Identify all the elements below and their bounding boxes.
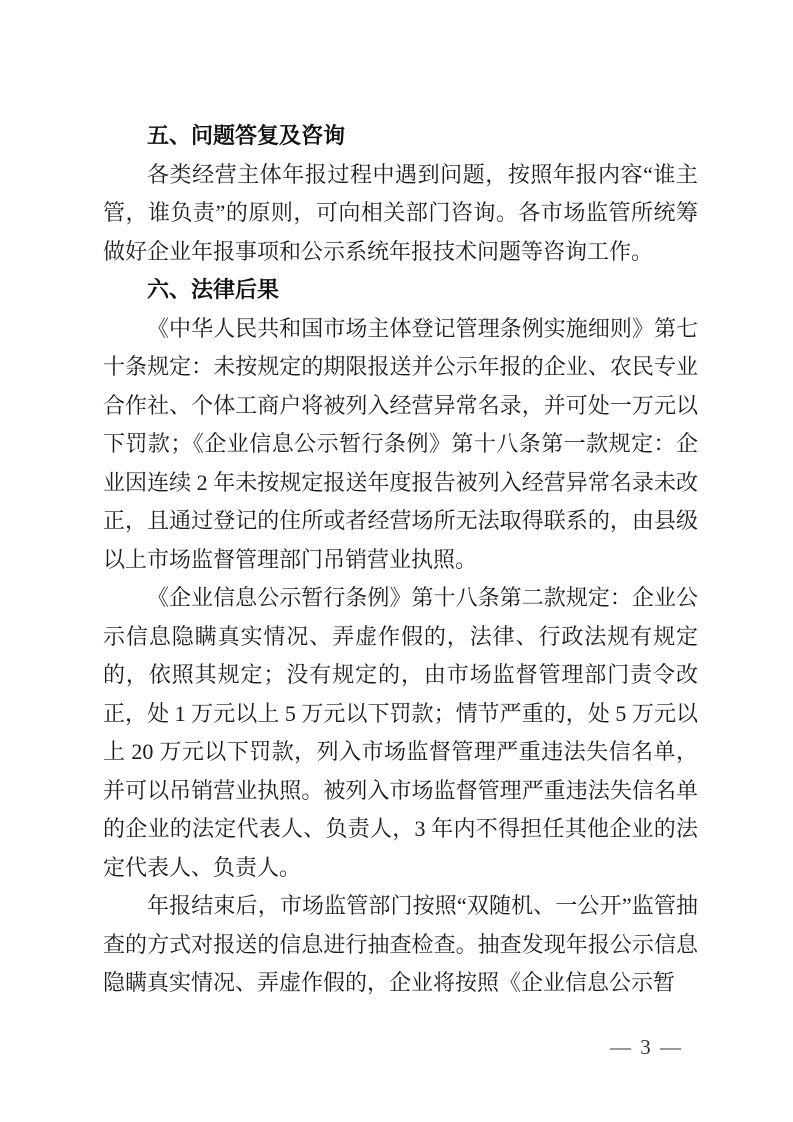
page-number: — 3 — bbox=[610, 1035, 683, 1059]
section-heading-answers-consultation: 五、问题答复及咨询 bbox=[147, 123, 346, 148]
paragraph-regulation-article18: 《企业信息公示暂行条例》第十八条第二款规定：企业公示信息隐瞒真实情况、弄虚作假的，法律、行政法规有规定的，依照其规定；没有规定的，由市场监督管理部门责令改正，处 1 万元以上 5 万元以下罚款；情节严重的，处 5 万元以上 20 万元以下罚款，列入市场监督管理严重违法失信名单，并可以吊销营业执照。被列入市场监督管理严重违法失信名单的企业的法定代表人、负责人，3 年内不得担任其他企业的法定代表人、负责人。 bbox=[103, 585, 698, 880]
paragraph-consultation: 各类经营主体年报过程中遇到问题，按照年报内容“谁主管，谁负责”的原则，可向相关部门咨询。各市场监管所统筹做好企业年报事项和公示系统年报技术问题等咨询工作。 bbox=[103, 161, 698, 264]
section-heading-legal-consequences: 六、法律后果 bbox=[147, 277, 280, 302]
document-body bbox=[103, 117, 698, 1003]
paragraph-regulation-article70: 《中华人民共和国市场主体登记管理条例实施细则》第七十条规定：未按规定的期限报送并公示年报的企业、农民专业合作社、个体工商户将被列入经营异常名录，并可处一万元以下罚款；《企业信息公示暂行条例》第十八条第一款规定：企业因连续 2 年未按规定报送年度报告被列入经营异常名录未改正，且通过登记的住所或者经营场所无法取得联系的，由县级以上市场监督管理部门吊销营业执照。 bbox=[103, 315, 698, 572]
paragraph-spot-check: 年报结束后，市场监管部门按照“双随机、一公开”监管抽查的方式对报送的信息进行抽查检查。抽查发现年报公示信息隐瞒真实情况、弄虚作假的，企业将按照《企业信息公示暂 bbox=[103, 893, 698, 995]
